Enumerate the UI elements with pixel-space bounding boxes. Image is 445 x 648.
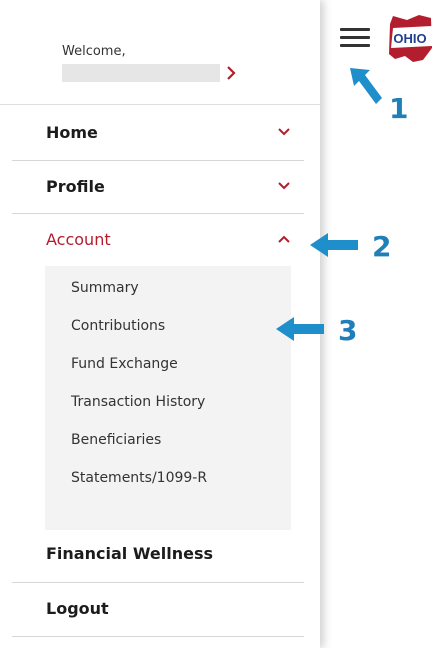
nav-item-logout[interactable] [46,593,304,623]
nav-account-label: Account [46,229,111,249]
callout-number-3: 3 [338,314,358,347]
hamburger-menu-icon[interactable] [340,28,370,48]
callout-arrow-1 [346,64,384,108]
submenu-item-fund-exchange[interactable]: Fund Exchange [71,356,178,372]
callout-number-1: 1 [389,92,409,125]
header-divider [0,104,320,105]
divider [12,582,304,583]
user-name-link[interactable] [62,64,238,82]
chevron-right-icon [224,65,238,81]
welcome-label: Welcome, [62,44,126,59]
redacted-user-name [62,64,220,82]
divider [12,636,304,637]
nav-profile-label: Profile [46,176,105,196]
svg-text:OHIO: OHIO [393,31,427,46]
submenu-item-transaction-history[interactable]: Transaction History [71,394,206,410]
nav-financial-wellness-label: Financial Wellness [46,543,213,563]
nav-item-financial-wellness[interactable] [46,538,304,568]
submenu-item-summary[interactable]: Summary [71,280,139,296]
nav-item-home[interactable] [46,117,304,147]
nav-logout-label: Logout [46,598,109,618]
chevron-down-icon [276,178,292,194]
account-submenu [45,266,291,530]
chevron-up-icon [276,231,292,247]
callout-arrow-2 [308,230,360,260]
submenu-item-statements[interactable]: Statements/1099-R [71,470,208,486]
nav-home-label: Home [46,122,98,142]
submenu-item-contributions[interactable]: Contributions [71,318,166,334]
nav-item-profile[interactable] [46,171,304,201]
chevron-down-icon [276,124,292,140]
callout-arrow-3 [274,314,326,344]
callout-number-2: 2 [372,230,392,263]
divider [12,160,304,161]
ohio-logo [387,14,433,64]
submenu-item-beneficiaries[interactable]: Beneficiaries [71,432,162,448]
divider [12,213,304,214]
nav-item-account[interactable] [46,224,304,254]
